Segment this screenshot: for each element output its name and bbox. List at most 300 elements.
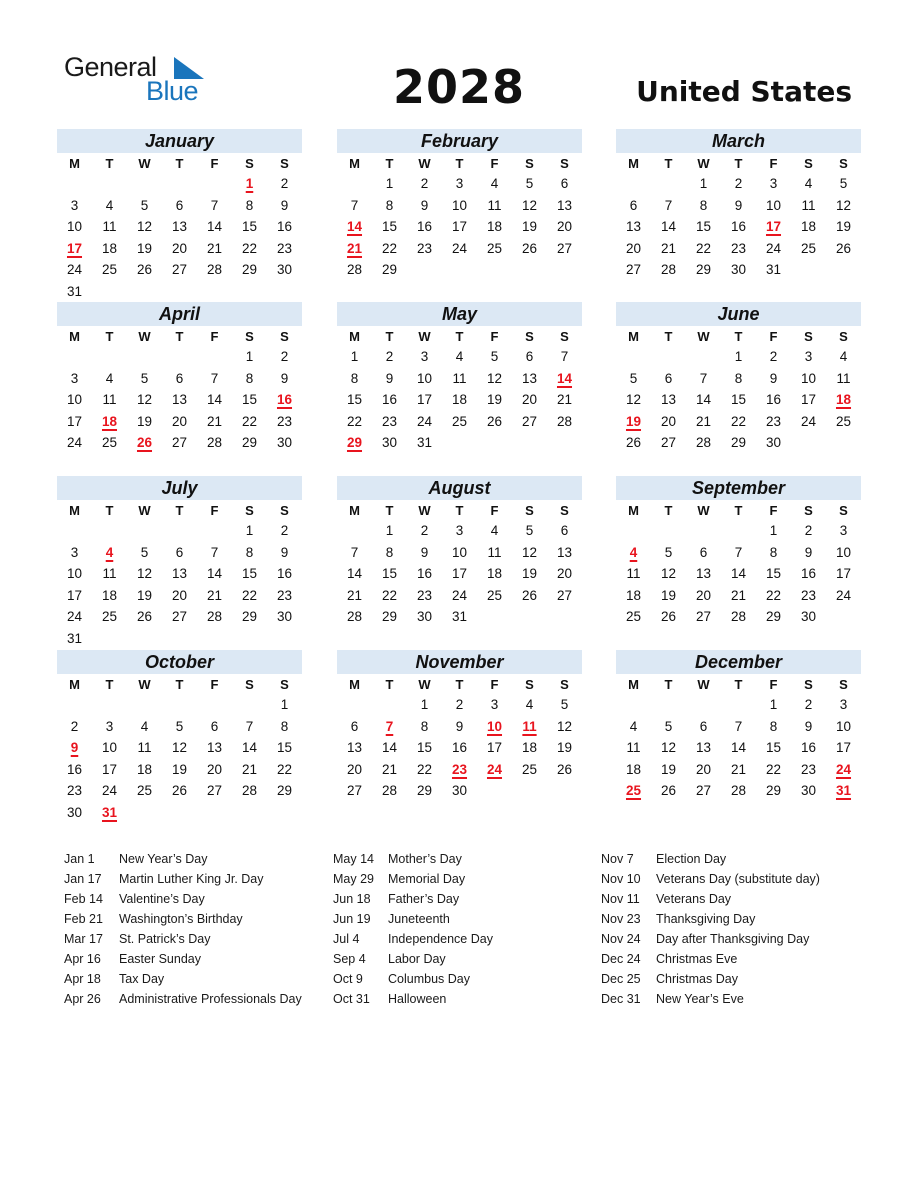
calendar-date: 24: [66, 609, 83, 625]
holiday-name: Halloween: [388, 992, 447, 1006]
calendar-date: 20: [625, 240, 642, 256]
calendar-date: 2: [280, 349, 289, 364]
month-october: [57, 650, 302, 824]
empty-cell: [57, 520, 92, 542]
weekday-label: T: [105, 329, 114, 344]
calendar-date: 23: [276, 413, 293, 429]
calendar-date: 13: [695, 740, 712, 756]
calendar-date: 20: [206, 761, 223, 777]
empty-cell: [721, 520, 756, 542]
empty-cell: [197, 173, 232, 195]
weekday-label: W: [418, 677, 431, 692]
calendar-date: 24: [66, 435, 83, 451]
month-title: January: [57, 129, 302, 153]
weekday-label: T: [385, 503, 394, 518]
holiday-date-label: May 29: [333, 872, 374, 886]
calendar-date: 19: [136, 413, 153, 429]
calendar-date: 22: [381, 240, 398, 256]
calendar-date: 10: [800, 370, 817, 386]
holiday-date-label: Jan 17: [64, 872, 102, 886]
calendar-date: 11: [102, 392, 117, 408]
holiday-date-label: Feb 14: [64, 892, 103, 906]
day-grid: [57, 326, 302, 454]
calendar-date: 6: [350, 718, 359, 734]
calendar-date: 20: [521, 392, 538, 408]
holiday-date-label: May 14: [333, 852, 374, 866]
calendar-date: 30: [276, 262, 293, 278]
empty-cell: [92, 694, 127, 716]
calendar-date: 10: [66, 566, 83, 582]
empty-cell: [337, 694, 372, 716]
calendar-date: 9: [280, 197, 289, 213]
holiday-date: 11: [522, 718, 537, 734]
holiday-date: 23: [451, 761, 468, 777]
holiday-date: 18: [835, 392, 852, 408]
calendar-date: 10: [451, 197, 468, 213]
calendar-date: 18: [486, 566, 503, 582]
month-title: October: [57, 650, 302, 674]
day-grid: [616, 674, 861, 802]
empty-cell: [651, 173, 686, 195]
calendar-date: 20: [556, 566, 573, 582]
calendar-date: 28: [556, 413, 573, 429]
holiday-name: Columbus Day: [388, 972, 470, 986]
calendar-date: 8: [245, 197, 254, 213]
calendar-date: 17: [416, 392, 433, 408]
holiday-item: [333, 909, 493, 929]
calendar-date: 3: [455, 176, 464, 191]
calendar-date: 12: [136, 566, 153, 582]
calendar-date: 8: [734, 370, 743, 386]
calendar-date: 5: [525, 176, 534, 191]
holiday-name: Day after Thanksgiving Day: [656, 932, 810, 946]
weekday-label: S: [280, 677, 289, 692]
calendar-date: 3: [420, 349, 429, 364]
calendar-date: 14: [206, 219, 223, 235]
calendar-date: 29: [765, 783, 782, 799]
holiday-item: [333, 929, 493, 949]
calendar-date: 6: [175, 197, 184, 213]
month-title: March: [616, 129, 861, 153]
weekday-label: S: [245, 329, 254, 344]
empty-cell: [372, 694, 407, 716]
weekday-label: W: [418, 503, 431, 518]
empty-cell: [162, 173, 197, 195]
weekday-label: S: [245, 677, 254, 692]
holiday-name: Mother’s Day: [388, 852, 462, 866]
calendar-date: 23: [800, 761, 817, 777]
calendar-date: 31: [66, 283, 83, 299]
calendar-date: 28: [206, 609, 223, 625]
holiday-name: New Year’s Eve: [656, 992, 744, 1006]
month-title: August: [337, 476, 582, 500]
calendar-date: 9: [734, 197, 743, 213]
weekday-label: M: [349, 156, 360, 171]
holiday-date: 21: [346, 240, 363, 256]
holiday-date: 14: [346, 219, 363, 235]
calendar-date: 16: [276, 219, 293, 235]
calendar-date: 16: [765, 392, 782, 408]
empty-cell: [127, 694, 162, 716]
holiday-name: Valentine’s Day: [119, 892, 205, 906]
calendar-date: 15: [241, 392, 258, 408]
holiday-date-label: Oct 31: [333, 992, 370, 1006]
calendar-date: 16: [451, 740, 468, 756]
weekday-label: F: [210, 329, 219, 344]
calendar-date: 8: [350, 370, 359, 386]
calendar-date: 6: [699, 544, 708, 560]
calendar-date: 5: [140, 197, 149, 213]
calendar-date: 11: [487, 544, 502, 560]
calendar-date: 10: [101, 740, 118, 756]
weekday-label: W: [697, 329, 710, 344]
holiday-item: [64, 989, 302, 1009]
calendar-date: 11: [102, 219, 117, 235]
weekday-label: T: [385, 329, 394, 344]
calendar-date: 7: [210, 197, 219, 213]
calendar-date: 23: [765, 413, 782, 429]
calendar-date: 21: [730, 761, 747, 777]
weekday-label: S: [839, 156, 848, 171]
weekday-label: S: [525, 329, 534, 344]
weekday-label: W: [418, 156, 431, 171]
calendar-date: 21: [556, 392, 573, 408]
calendar-date: 5: [490, 349, 499, 364]
calendar-date: 8: [245, 544, 254, 560]
weekday-label: T: [105, 156, 114, 171]
weekday-label: T: [455, 677, 464, 692]
calendar-date: 14: [346, 566, 363, 582]
calendar-date: 15: [765, 566, 782, 582]
calendar-date: 13: [206, 740, 223, 756]
holiday-name: Independence Day: [388, 932, 493, 946]
calendar-date: 29: [381, 262, 398, 278]
logo-text-general: General: [64, 52, 157, 82]
weekday-label: S: [560, 156, 569, 171]
calendar-date: 1: [245, 523, 254, 538]
calendar-date: 3: [769, 176, 778, 191]
calendar-date: 13: [171, 566, 188, 582]
holiday-date-label: Nov 24: [601, 932, 641, 946]
holiday-date: 17: [66, 240, 83, 256]
calendar-date: 18: [486, 219, 503, 235]
day-grid: [337, 153, 582, 281]
calendar-date: 5: [560, 697, 569, 712]
calendar-date: 17: [835, 740, 852, 756]
calendar-date: 5: [664, 544, 673, 560]
calendar-date: 13: [556, 197, 573, 213]
day-grid: [337, 500, 582, 628]
calendar-date: 15: [241, 566, 258, 582]
calendar-date: 19: [486, 392, 503, 408]
calendar-date: 20: [660, 413, 677, 429]
weekday-label: T: [385, 677, 394, 692]
calendar-date: 22: [765, 587, 782, 603]
weekday-label: F: [490, 677, 499, 692]
weekday-label: F: [210, 677, 219, 692]
holiday-name: Father’s Day: [388, 892, 460, 906]
calendar-date: 19: [171, 761, 188, 777]
calendar-date: 25: [800, 240, 817, 256]
weekday-label: T: [105, 503, 114, 518]
calendar-date: 7: [734, 544, 743, 560]
calendar-date: 28: [241, 783, 258, 799]
calendar-date: 22: [241, 240, 258, 256]
calendar-date: 20: [171, 587, 188, 603]
calendar-date: 11: [102, 566, 117, 582]
holiday-date-label: Dec 31: [601, 992, 641, 1006]
empty-cell: [197, 694, 232, 716]
calendar-date: 25: [451, 413, 468, 429]
empty-cell: [616, 173, 651, 195]
calendar-date: 18: [101, 240, 118, 256]
calendar-date: 4: [140, 718, 149, 734]
calendar-date: 16: [416, 566, 433, 582]
calendar-date: 22: [276, 761, 293, 777]
holiday-date-label: Jul 4: [333, 932, 360, 946]
calendar-date: 5: [839, 176, 848, 191]
calendar-date: 8: [245, 370, 254, 386]
calendar-date: 22: [346, 413, 363, 429]
weekday-label: T: [734, 503, 743, 518]
calendar-date: 15: [381, 566, 398, 582]
calendar-date: 23: [66, 783, 83, 799]
calendar-date: 27: [171, 262, 188, 278]
weekday-label: T: [175, 503, 184, 518]
weekday-label: S: [560, 503, 569, 518]
month-title: December: [616, 650, 861, 674]
holiday-item: [601, 989, 820, 1009]
calendar-date: 12: [835, 197, 852, 213]
calendar-date: 15: [381, 219, 398, 235]
calendar-date: 4: [105, 370, 114, 386]
calendar-date: 6: [560, 176, 569, 191]
calendar-date: 4: [455, 349, 464, 364]
calendar-date: 17: [451, 219, 468, 235]
weekday-label: M: [349, 503, 360, 518]
holiday-date-label: Apr 18: [64, 972, 101, 986]
holiday-date-label: Nov 11: [601, 892, 640, 906]
calendar-date: 8: [385, 197, 394, 213]
calendar-date: 5: [664, 718, 673, 734]
calendar-date: 19: [136, 240, 153, 256]
holiday-item: [333, 849, 493, 869]
calendar-date: 9: [385, 370, 394, 386]
calendar-date: 7: [560, 349, 569, 364]
calendar-date: 23: [416, 240, 433, 256]
calendar-date: 18: [136, 761, 153, 777]
weekday-label: M: [628, 156, 639, 171]
weekday-label: S: [560, 329, 569, 344]
day-grid: [616, 326, 861, 454]
weekday-label: F: [210, 156, 219, 171]
holiday-item: [333, 969, 493, 989]
empty-cell: [232, 694, 267, 716]
empty-cell: [337, 520, 372, 542]
calendar-date: 14: [206, 392, 223, 408]
calendar-date: 6: [629, 197, 638, 213]
calendar-date: 11: [801, 197, 816, 213]
calendar-date: 19: [556, 740, 573, 756]
calendar-date: 3: [839, 697, 848, 712]
calendar-date: 28: [730, 783, 747, 799]
calendar-date: 30: [800, 609, 817, 625]
calendar-date: 10: [835, 718, 852, 734]
empty-cell: [686, 694, 721, 716]
calendar-date: 14: [730, 566, 747, 582]
calendar-date: 29: [695, 262, 712, 278]
calendar-date: 28: [730, 609, 747, 625]
holiday-date: 29: [346, 435, 363, 451]
calendar-date: 15: [346, 392, 363, 408]
weekday-label: W: [697, 156, 710, 171]
weekday-label: F: [490, 503, 499, 518]
calendar-date: 29: [765, 609, 782, 625]
holiday-date-label: Mar 17: [64, 932, 103, 946]
calendar-date: 31: [765, 262, 782, 278]
calendar-date: 8: [769, 718, 778, 734]
calendar-date: 25: [101, 435, 118, 451]
calendar-date: 10: [765, 197, 782, 213]
calendar-date: 28: [206, 435, 223, 451]
month-title: July: [57, 476, 302, 500]
calendar-date: 27: [171, 609, 188, 625]
weekday-label: W: [138, 329, 151, 344]
calendar-date: 22: [765, 761, 782, 777]
calendar-date: 10: [66, 219, 83, 235]
weekday-label: S: [525, 156, 534, 171]
calendar-date: 7: [699, 370, 708, 386]
holiday-name: Thanksgiving Day: [656, 912, 756, 926]
calendar-date: 2: [769, 349, 778, 364]
calendar-date: 18: [521, 740, 538, 756]
calendar-date: 21: [206, 240, 223, 256]
holiday-date: 10: [486, 718, 503, 734]
calendar-date: 14: [730, 740, 747, 756]
weekday-label: T: [105, 677, 114, 692]
calendar-date: 21: [241, 761, 258, 777]
calendar-date: 25: [625, 609, 642, 625]
weekday-label: T: [734, 329, 743, 344]
calendar-date: 10: [835, 544, 852, 560]
calendar-date: 4: [804, 176, 813, 191]
calendar-date: 7: [734, 718, 743, 734]
calendar-date: 12: [660, 740, 677, 756]
calendar-date: 29: [241, 609, 258, 625]
weekday-label: T: [664, 677, 673, 692]
weekday-label: S: [280, 156, 289, 171]
calendar-date: 29: [730, 435, 747, 451]
empty-cell: [197, 346, 232, 368]
calendar-date: 28: [346, 262, 363, 278]
calendar-date: 1: [245, 349, 254, 364]
holiday-name: St. Patrick’s Day: [119, 932, 211, 946]
calendar-date: 3: [70, 370, 79, 386]
calendar-date: 14: [695, 392, 712, 408]
month-title: June: [616, 302, 861, 326]
holiday-item: [601, 949, 820, 969]
calendar-date: 1: [734, 349, 743, 364]
calendar-date: 31: [416, 435, 433, 451]
calendar-date: 25: [136, 783, 153, 799]
calendar-date: 26: [136, 262, 153, 278]
weekday-label: T: [664, 329, 673, 344]
calendar-date: 14: [660, 219, 677, 235]
holiday-date: 16: [276, 392, 293, 408]
calendar-date: 7: [210, 370, 219, 386]
empty-cell: [616, 520, 651, 542]
weekday-label: S: [525, 677, 534, 692]
calendar-date: 25: [101, 609, 118, 625]
day-grid: [57, 674, 302, 824]
calendar-date: 16: [800, 740, 817, 756]
weekday-label: F: [769, 677, 778, 692]
month-june: [616, 302, 861, 454]
holiday-name: Memorial Day: [388, 872, 466, 886]
weekday-label: W: [697, 677, 710, 692]
calendar-date: 27: [171, 435, 188, 451]
weekday-label: T: [385, 156, 394, 171]
calendar-date: 25: [486, 240, 503, 256]
calendar-date: 15: [416, 740, 433, 756]
weekday-label: S: [804, 677, 813, 692]
calendar-date: 17: [800, 392, 817, 408]
calendar-date: 15: [276, 740, 293, 756]
empty-cell: [57, 694, 92, 716]
calendar-date: 16: [416, 219, 433, 235]
calendar-date: 11: [626, 566, 641, 582]
calendar-date: 28: [381, 783, 398, 799]
calendar-date: 7: [350, 544, 359, 560]
weekday-label: W: [138, 156, 151, 171]
weekday-label: T: [175, 329, 184, 344]
holiday-item: [333, 989, 493, 1009]
calendar-date: 25: [101, 262, 118, 278]
calendar-date: 6: [175, 544, 184, 560]
holiday-date-label: Nov 7: [601, 852, 634, 866]
calendar-date: 30: [730, 262, 747, 278]
holiday-item: [64, 929, 302, 949]
holiday-date-label: Apr 26: [64, 992, 101, 1006]
calendar-date: 27: [206, 783, 223, 799]
calendar-date: 17: [66, 587, 83, 603]
empty-cell: [686, 520, 721, 542]
empty-cell: [337, 173, 372, 195]
calendar-date: 11: [487, 197, 502, 213]
calendar-date: 26: [521, 240, 538, 256]
holiday-item: [64, 869, 302, 889]
calendar-date: 10: [416, 370, 433, 386]
calendar-date: 6: [210, 718, 219, 734]
calendar-date: 13: [695, 566, 712, 582]
calendar-date: 8: [699, 197, 708, 213]
calendar-date: 28: [695, 435, 712, 451]
calendar-date: 2: [420, 523, 429, 538]
calendar-date: 24: [765, 240, 782, 256]
calendar-date: 18: [625, 587, 642, 603]
calendar-date: 25: [521, 761, 538, 777]
calendar-date: 18: [625, 761, 642, 777]
calendar-date: 9: [420, 544, 429, 560]
calendar-date: 17: [835, 566, 852, 582]
calendar-date: 19: [660, 761, 677, 777]
calendar-date: 30: [381, 435, 398, 451]
calendar-date: 16: [381, 392, 398, 408]
calendar-date: 20: [695, 587, 712, 603]
calendar-date: 24: [416, 413, 433, 429]
calendar-date: 3: [105, 718, 114, 734]
empty-cell: [92, 520, 127, 542]
